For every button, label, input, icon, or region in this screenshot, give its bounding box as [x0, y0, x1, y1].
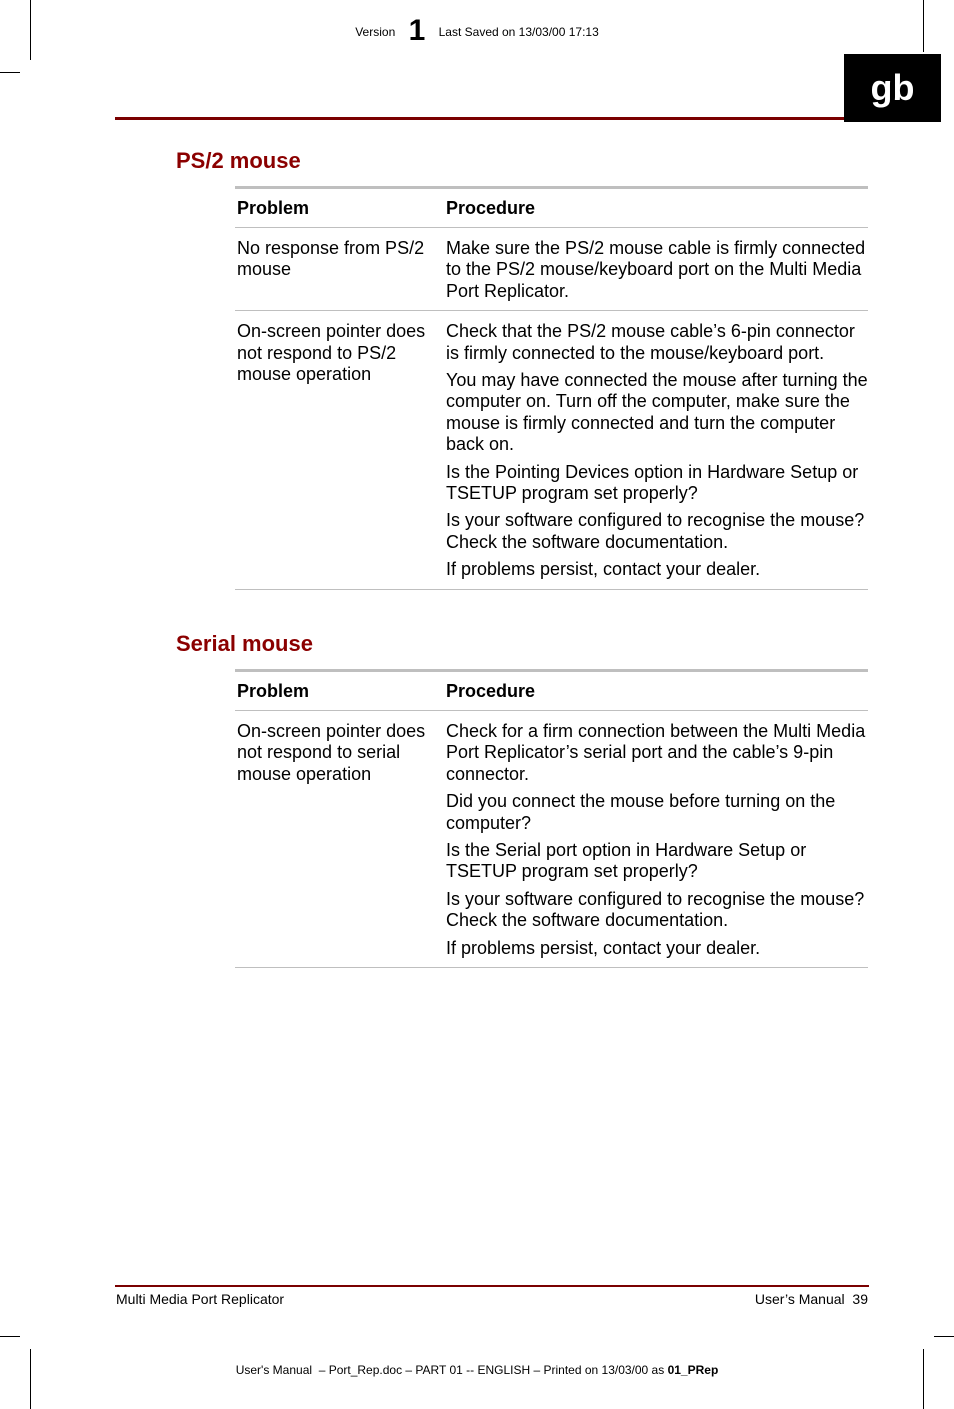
- version-label: Version: [355, 25, 396, 39]
- ps2-problem-table: [235, 186, 868, 590]
- procedure-step: Is your software configured to recognise the mouse? Check the software documentation.: [446, 888, 865, 931]
- procedure-cell: [446, 721, 868, 959]
- footer-product-name: Multi Media Port Replicator: [116, 1291, 285, 1307]
- procedure-step: Check that the PS/2 mouse cable’s 6-pin connector is firmly connected to the mouse/keyboard port.: [446, 321, 855, 363]
- table-header: [235, 189, 868, 228]
- print-info-file: 01_PRep: [667, 1363, 719, 1377]
- footer-page-number: User’s Manual 39: [754, 1291, 868, 1307]
- problem-cell: On-screen pointer does not respond to PS/2 mouse operation: [237, 321, 426, 385]
- crop-mark: [923, 1349, 924, 1409]
- version-number: 1: [408, 14, 426, 47]
- procedure-step: Is the Pointing Devices option in Hardware Setup or TSETUP program set properly?: [446, 461, 859, 504]
- procedure-cell: [446, 321, 868, 580]
- print-info-text: User's Manual – Port_Rep.doc – PART 01 -- ENGLISH – Printed on 13/03/00 as: [235, 1363, 668, 1377]
- problem-cell: On-screen pointer does not respond to serial mouse operation: [237, 721, 426, 784]
- procedure-step: Make sure the PS/2 mouse cable is firmly connected to the PS/2 mouse/keyboard port on the Multi Media Port Replicator.: [446, 238, 866, 301]
- crop-mark: [0, 72, 20, 73]
- procedure-step: If problems persist, contact your dealer.: [446, 937, 761, 958]
- language-tab: gb: [844, 54, 941, 122]
- crop-mark: [0, 1336, 20, 1337]
- procedure-step: If problems persist, contact your dealer.: [446, 559, 761, 580]
- crop-mark: [934, 1336, 954, 1337]
- section-title-ps2: PS/2 mouse: [176, 148, 301, 173]
- problem-cell: No response from PS/2 mouse: [237, 238, 425, 280]
- table-header: [235, 672, 868, 711]
- last-saved: Last Saved on 13/03/00 17:13: [438, 25, 599, 39]
- footer-rule: [115, 1285, 869, 1287]
- table-row: [235, 311, 868, 589]
- column-header-procedure: Procedure: [446, 680, 536, 701]
- column-header-problem: Problem: [237, 197, 310, 218]
- procedure-step: Check for a firm connection between the Multi Media Port Replicator’s serial port and the cable’s 9-pin connector.: [446, 721, 866, 784]
- table-row: [235, 711, 868, 968]
- table-row: [235, 228, 868, 311]
- column-header-procedure: Procedure: [446, 197, 536, 218]
- version-header: [0, 16, 954, 47]
- procedure-step: You may have connected the mouse after turning the computer on. Turn off the computer, make sure the mouse is firmly connected and turn the computer back on.: [446, 370, 868, 455]
- serial-problem-table: [235, 669, 868, 968]
- print-info: [0, 1363, 954, 1377]
- procedure-step: Is your software configured to recognise the mouse? Check the software documentation.: [446, 510, 865, 552]
- procedure-step: Did you connect the mouse before turning on the computer?: [446, 791, 836, 833]
- procedure-step: Is the Serial port option in Hardware Setup or TSETUP program set properly?: [446, 840, 807, 882]
- header-rule: [115, 117, 845, 120]
- procedure-cell: [446, 238, 868, 302]
- crop-mark: [30, 1349, 31, 1409]
- column-header-problem: Problem: [237, 680, 310, 701]
- section-title-serial: Serial mouse: [176, 631, 313, 656]
